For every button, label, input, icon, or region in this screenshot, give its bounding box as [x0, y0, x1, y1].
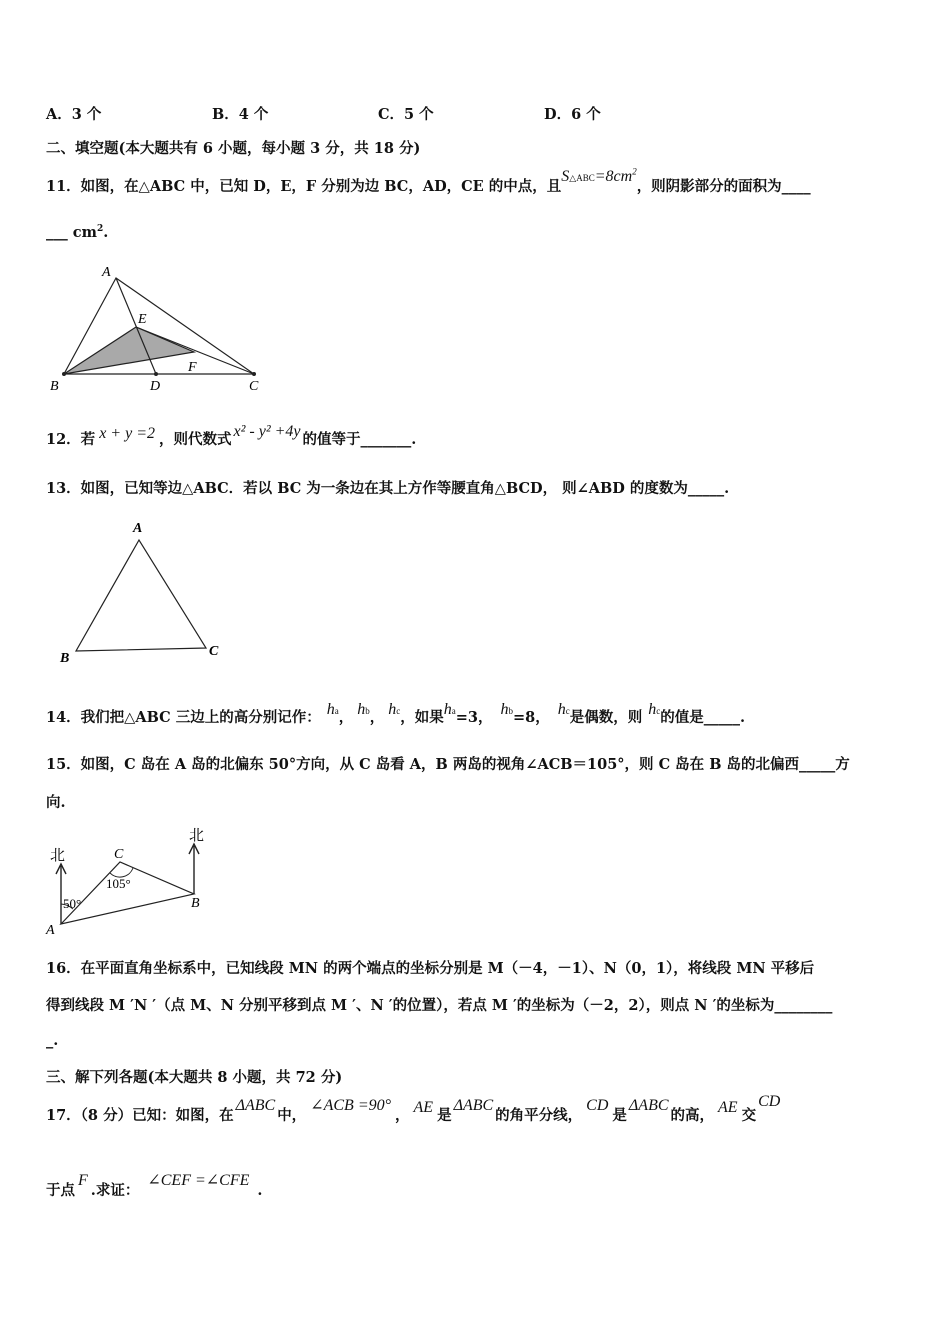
q15-line-1: 15．如图，C 岛在 A 岛的北偏东 50°方向，从 C 岛看 A，B 两岛的视角∠ACB＝105°，则 C 岛在 B 岛的北偏西_____方	[46, 756, 850, 773]
q11-text-b: ，则阴影部分的面积为____	[636, 178, 811, 195]
q16-line-2: 得到线段 M ′N ′（点 M、N 分别平移到点 M ′、N ′的位置），若点 M ′的坐标为（－2，2），则点 N ′的坐标为________	[46, 997, 833, 1014]
q12-expression: x² - y² +4y	[233, 423, 301, 440]
q13-label-a: A	[133, 521, 143, 536]
q11-shaded-region	[64, 327, 194, 374]
q11-triangle-figure	[46, 262, 276, 397]
q13-triangle-figure	[56, 518, 231, 668]
q15-label-c: C	[114, 847, 124, 862]
q13-line: 13．如图，已知等边△ABC．若以 BC 为一条边在其上方作等腰直角△BCD， 则∠ABD 的度数为_____.	[46, 480, 730, 497]
q11-label-a: A	[102, 265, 111, 280]
q11-line-2: ___ $cm^2$.	[46, 224, 109, 241]
section-2-title: 二、填空题(本大题共有 6 小题，每小题 3 分，共 18 分)	[46, 140, 421, 157]
q14-line: 14．我们把△ABC 三边上的高分别记作： ha， hb， hc，如果ha=3， hb=8， hc是偶数，则 hc的值是_____.	[46, 701, 746, 726]
q15-north-right: 北	[189, 828, 205, 844]
q11-label-c: C	[249, 379, 259, 394]
q17-line-1: 17．（8 分）已知：如图，在ΔABC中，∠ACB =90°， AE 是ΔABC的角平分线，CD是ΔABC的高， AE 交CD	[46, 1093, 781, 1124]
q15-triangle	[61, 862, 194, 924]
q11-line-1	[46, 166, 811, 196]
q17-line-2: 于点F.求证：∠CEF =∠CFE.	[46, 1172, 263, 1199]
q13-label-c: C	[209, 644, 219, 659]
q11-label-f: F	[188, 360, 197, 375]
q15-island-figure	[44, 824, 219, 939]
option-a: A．3 个	[46, 106, 102, 123]
q15-label-a: A	[46, 923, 55, 938]
q13-label-b: B	[60, 651, 70, 666]
q15-north-left: 北	[50, 848, 66, 864]
option-b: B．4 个	[212, 106, 269, 123]
q11-area-formula: $S\triangle ABC=8cm^2$	[561, 166, 637, 185]
q15-angle-105: 105°	[106, 876, 131, 891]
q16-line-3: _.	[46, 1032, 59, 1049]
q11-label-b: B	[50, 379, 59, 394]
q13-triangle-abc	[76, 540, 206, 651]
q12-condition: x + y =2	[99, 425, 155, 442]
q11-label-e: E	[138, 312, 147, 327]
option-d: D．6 个	[544, 106, 601, 123]
q11-label-d: D	[150, 379, 161, 394]
section-3-title: 三、解下列各题(本大题共 8 小题，共 72 分)	[46, 1069, 343, 1086]
option-c: C．5 个	[378, 106, 434, 123]
q11-text-a: 11．如图，在△ABC 中，已知 D，E，F 分别为边 BC，AD，CE 的中点，且	[46, 178, 562, 195]
q16-line-1: 16．在平面直角坐标系中，已知线段 MN 的两个端点的坐标分别是 M（－4，－1）、N（0，1），将线段 MN 平移后	[46, 960, 815, 977]
q15-line-2: 向.	[46, 794, 66, 811]
q15-label-b: B	[191, 896, 200, 911]
q12-line: 12．若 x + y =2 ，则代数式 x² - y² +4y 的值等于_______.	[46, 423, 417, 448]
q15-angle-50: 50°	[63, 896, 82, 911]
